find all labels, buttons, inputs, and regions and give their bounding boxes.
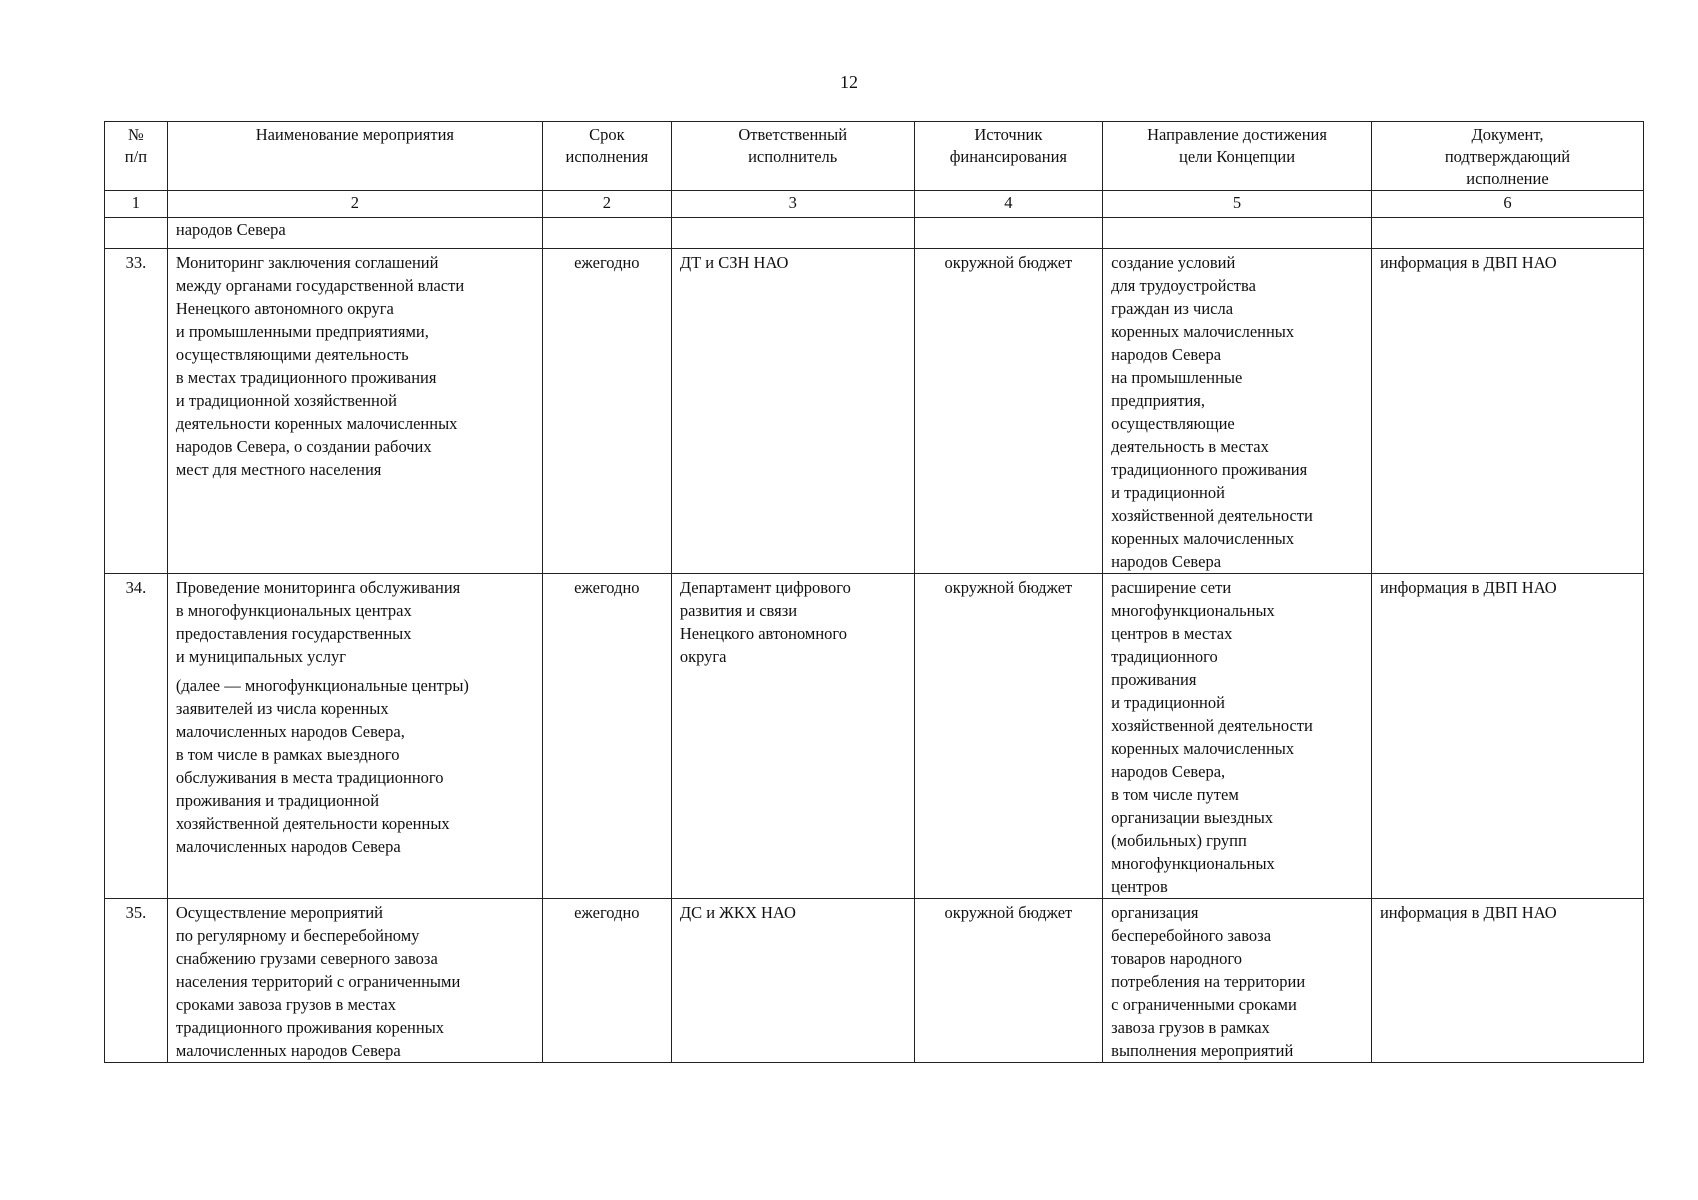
header-measure-name: Наименование мероприятия bbox=[167, 122, 542, 191]
continuation-row bbox=[105, 218, 1644, 249]
measure-name-part: Проведение мониторинга обслуживания в многофункциональных центрах предоставления государственных и муниципальных услуг bbox=[175, 578, 461, 666]
header-row bbox=[105, 122, 1644, 191]
table-cell bbox=[914, 218, 1103, 249]
direction: расширение сети многофункциональных центров в местах традиционного проживания и традиционной хозяйственной деятельности коренных малочисленных народов Севера, в том числе путем организации выездных (мобильных) групп многофункциональных центров bbox=[1103, 574, 1372, 899]
header-responsible: Ответственный исполнитель bbox=[671, 122, 914, 191]
row-number: 35. bbox=[105, 899, 168, 1063]
column-number: 5 bbox=[1103, 191, 1372, 218]
measures-table bbox=[104, 121, 1644, 1063]
row-number: 34. bbox=[105, 574, 168, 899]
column-number: 2 bbox=[167, 191, 542, 218]
measure-name: Осуществление мероприятий по регулярному и бесперебойному снабжению грузами северного завоза населения территорий с ограниченными сроками завоза грузов в местах традиционного проживания коренных малочисленных народов Севера bbox=[167, 899, 542, 1063]
measure-name bbox=[167, 574, 542, 899]
table-row bbox=[105, 249, 1644, 574]
header-funding-source: Источник финансирования bbox=[914, 122, 1103, 191]
term: ежегодно bbox=[542, 574, 671, 899]
term: ежегодно bbox=[542, 249, 671, 574]
confirming-document: информация в ДВП НАО bbox=[1371, 249, 1643, 574]
funding-source: окружной бюджет bbox=[914, 574, 1103, 899]
column-number: 2 bbox=[542, 191, 671, 218]
column-number: 3 bbox=[671, 191, 914, 218]
table-row bbox=[105, 899, 1644, 1063]
direction: создание условий для трудоустройства граждан из числа коренных малочисленных народов Севера на промышленные предприятия, осуществляющие деятельность в местах традиционного проживания и традиционной хозяйственной деятельности коренных малочисленных народов Севера bbox=[1103, 249, 1372, 574]
responsible: ДТ и СЗН НАО bbox=[671, 249, 914, 574]
funding-source: окружной бюджет bbox=[914, 249, 1103, 574]
header-number: № п/п bbox=[105, 122, 168, 191]
direction: организация бесперебойного завоза товаров народного потребления на территории с ограниченными сроками завоза грузов в рамках выполнения мероприятий bbox=[1103, 899, 1372, 1063]
table-cell bbox=[105, 218, 168, 249]
funding-source: окружной бюджет bbox=[914, 899, 1103, 1063]
responsible: ДС и ЖКХ НАО bbox=[671, 899, 914, 1063]
header-document: Документ, подтверждающий исполнение bbox=[1371, 122, 1643, 191]
confirming-document: информация в ДВП НАО bbox=[1371, 899, 1643, 1063]
table-cell bbox=[671, 218, 914, 249]
confirming-document: информация в ДВП НАО bbox=[1371, 574, 1643, 899]
column-number: 1 bbox=[105, 191, 168, 218]
table-cell bbox=[542, 218, 671, 249]
continuation-text: народов Севера bbox=[167, 218, 542, 249]
table-row bbox=[105, 574, 1644, 899]
responsible: Департамент цифрового развития и связи Ненецкого автономного округа bbox=[671, 574, 914, 899]
header-term: Срок исполнения bbox=[542, 122, 671, 191]
table-cell bbox=[1371, 218, 1643, 249]
term: ежегодно bbox=[542, 899, 671, 1063]
row-number: 33. bbox=[105, 249, 168, 574]
header-direction: Направление достижения цели Концепции bbox=[1103, 122, 1372, 191]
page-number: 12 bbox=[840, 72, 858, 92]
table-cell bbox=[1103, 218, 1372, 249]
column-number: 4 bbox=[914, 191, 1103, 218]
column-numbers-row bbox=[105, 191, 1644, 218]
measure-name: Мониторинг заключения соглашений между органами государственной власти Ненецкого автономного округа и промышленными предприятиями, осуществляющими деятельность в местах традиционного проживания и традиционной хозяйственной деятельности коренных малочисленных народов Севера, о создании рабочих мест для местного населения bbox=[167, 249, 542, 574]
measure-name-part: (далее — многофункциональные центры) заявителей из числа коренных малочисленных народов Севера, в том числе в рамках выездного обслуживания в места традиционного проживания и традиционной хозяйственной деятельности коренных малочисленных народов Севера bbox=[175, 676, 469, 856]
column-number: 6 bbox=[1371, 191, 1643, 218]
